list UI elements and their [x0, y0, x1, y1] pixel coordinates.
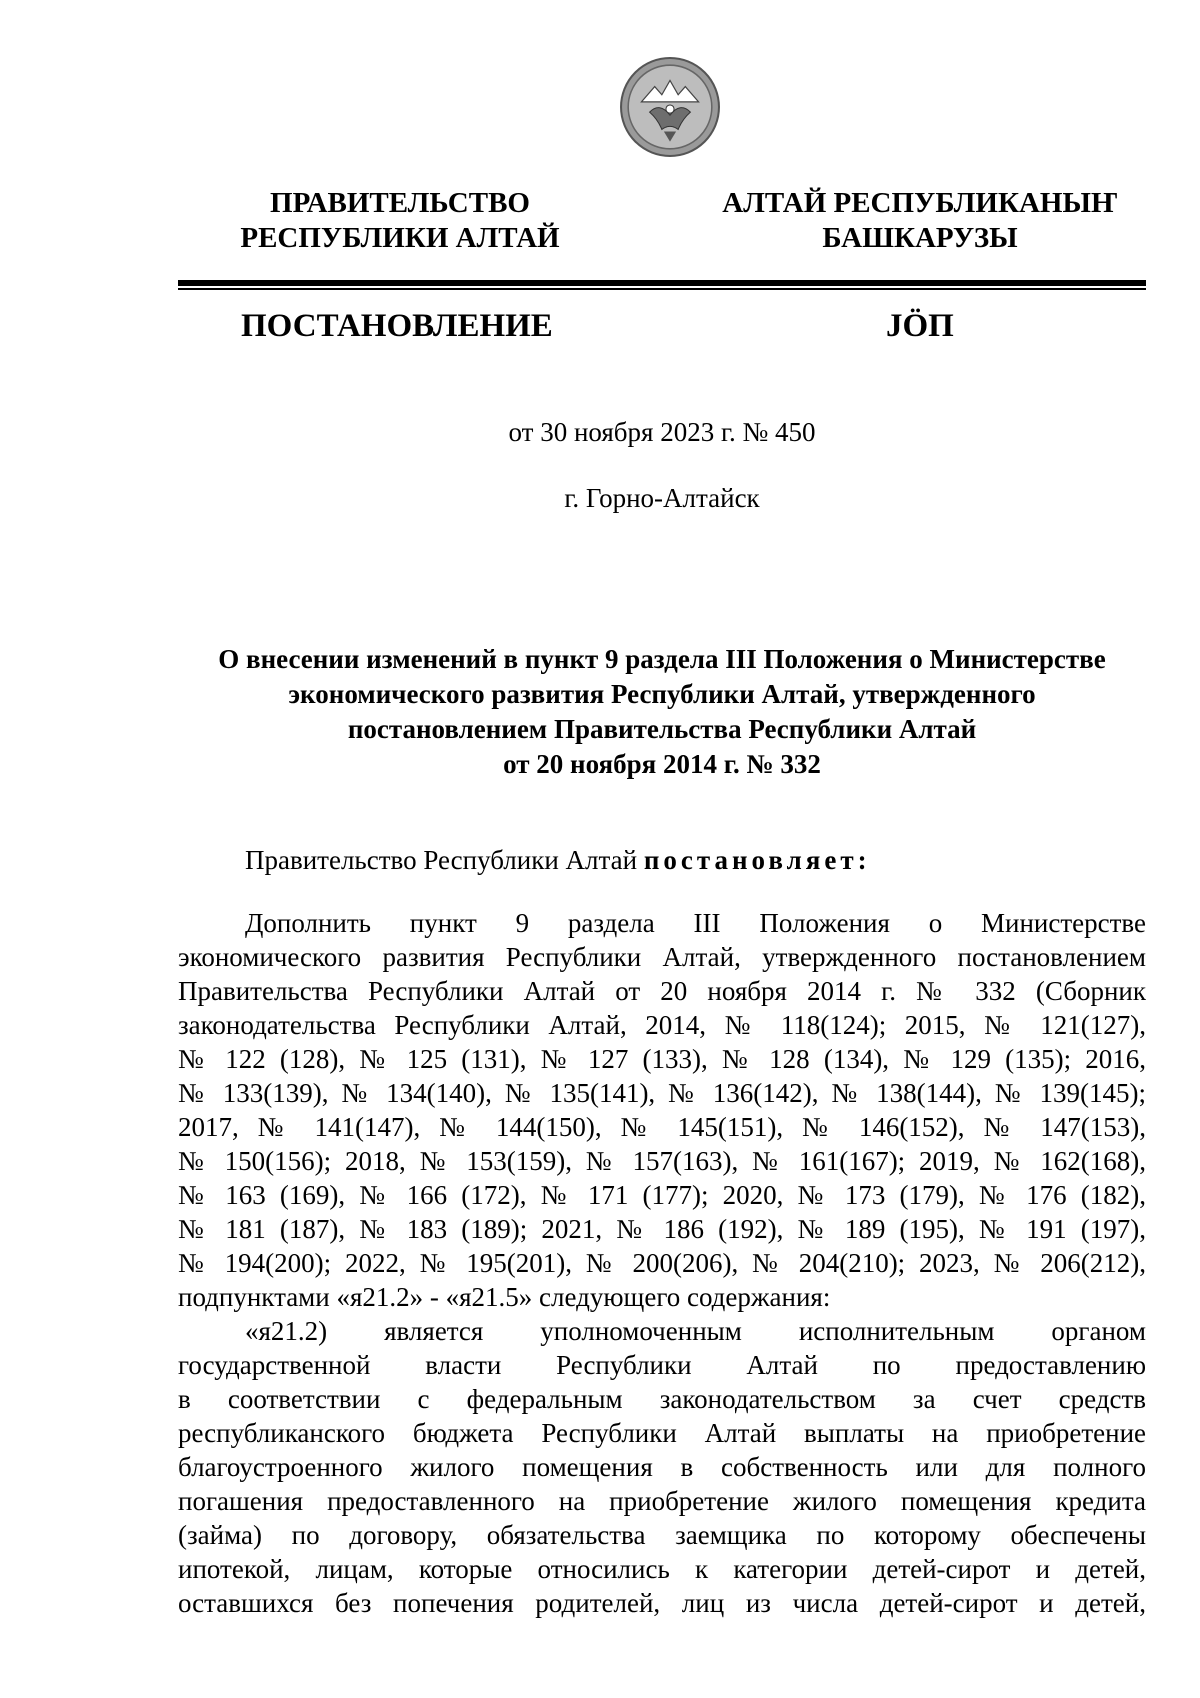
government-name-altai-line1: АЛТАЙ РЕСПУБЛИКАНЫҤ [722, 187, 1118, 219]
government-name-russian-line2: РЕСПУБЛИКИ АЛТАЙ [240, 222, 560, 254]
doc-type-altai: JӦП [886, 308, 954, 344]
body-line: № 181 (187), № 183 (189); 2021, № 186 (192), № 189 (195), № 191 (197), [178, 1214, 1146, 1244]
government-name-russian [240, 186, 560, 256]
document-date-number: от 30 ноября 2023 г. № 450 [508, 417, 816, 447]
body-line: государственной власти Республики Алтай по предоставлению [178, 1350, 1146, 1380]
body-line: Правительства Республики Алтай от 20 ноября 2014 г. № 332 (Сборник [178, 976, 1146, 1006]
body-line: ипотекой, лицам, которые относились к категории детей-сирот и детей, [178, 1554, 1146, 1584]
government-name-russian-line1: ПРАВИТЕЛЬСТВО [270, 187, 530, 219]
body-line: № 133(139), № 134(140), № 135(141), № 136(142), № 138(144), № 139(145); [178, 1078, 1146, 1108]
body-line: № 163 (169), № 166 (172), № 171 (177); 2020, № 173 (179), № 176 (182), [178, 1180, 1146, 1210]
document-title-line: экономического развития Республики Алтай, утвержденного [288, 679, 1036, 709]
body-line: подпунктами «я21.2» - «я21.5» следующего содержания: [178, 1282, 831, 1312]
document-title [178, 642, 1146, 782]
government-name-altai-line2: БАШКАРУЗЫ [822, 222, 1018, 254]
body-line: № 122 (128), № 125 (131), № 127 (133), № 128 (134), № 129 (135); 2016, [178, 1044, 1146, 1074]
body-line: Дополнить пункт 9 раздела III Положения о Министерстве [245, 908, 1146, 938]
body-line: благоустроенного жилого помещения в собственность или для полного [178, 1452, 1146, 1482]
preamble-emphasis: постановляет: [643, 845, 871, 875]
body-line: № 194(200); 2022, № 195(201), № 200(206), № 204(210); 2023, № 206(212), [178, 1248, 1146, 1278]
doc-type-russian: ПОСТАНОВЛЕНИЕ [241, 308, 553, 344]
body-line: в соответствии с федеральным законодательством за счет средств [178, 1384, 1146, 1414]
header-divider-thick [178, 280, 1146, 286]
body-line: (займа) по договору, обязательства заемщика по которому обеспечены [178, 1520, 1146, 1550]
document-title-line: О внесении изменений в пункт 9 раздела III Положения о Министерстве [218, 644, 1106, 674]
header-divider-thin [178, 288, 1146, 290]
preamble-text: Правительство Республики Алтай [245, 845, 644, 875]
body-line: республиканского бюджета Республики Алтай выплаты на приобретение [178, 1418, 1146, 1448]
document-title-line: от 20 ноября 2014 г. № 332 [503, 749, 821, 779]
body-line: 2017, № 141(147), № 144(150), № 145(151), № 146(152), № 147(153), [178, 1112, 1146, 1142]
body-line: погашения предоставленного на приобретение жилого помещения кредита [178, 1486, 1146, 1516]
preamble [245, 843, 871, 877]
body-line: законодательства Республики Алтай, 2014, № 118(124); 2015, № 121(127), [178, 1010, 1146, 1040]
coat-of-arms-emblem-icon [619, 56, 721, 158]
document-city: г. Горно-Алтайск [564, 483, 760, 513]
body-line: оставшихся без попечения родителей, лиц из числа детей-сирот и детей, [178, 1588, 1146, 1618]
document-title-line: постановлением Правительства Республики Алтай [347, 714, 977, 744]
government-name-altai [720, 186, 1120, 256]
document-body [178, 906, 1146, 1620]
body-line: № 150(156); 2018, № 153(159), № 157(163), № 161(167); 2019, № 162(168), [178, 1146, 1146, 1176]
body-line: экономического развития Республики Алтай, утвержденного постановлением [178, 942, 1146, 972]
body-line: «я21.2) является уполномоченным исполнительным органом [245, 1316, 1146, 1346]
